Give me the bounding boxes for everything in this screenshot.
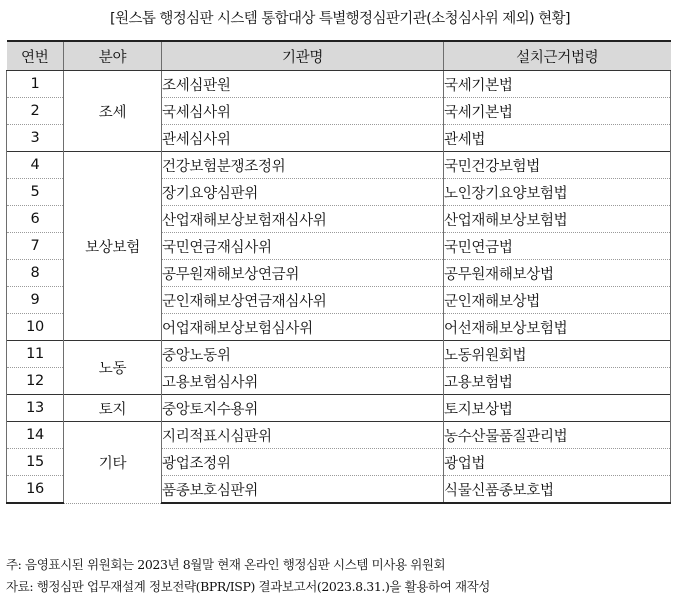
row-org: 국민연금재심사위 xyxy=(162,233,444,260)
row-no: 13 xyxy=(7,395,64,422)
table-title: [원스톱 행정심판 시스템 통합대상 특별행정심판기관(소청심사위 제외) 현황] xyxy=(110,11,570,27)
field-cell-etc: 기타 xyxy=(64,422,162,504)
field-cell-land: 토지 xyxy=(64,395,162,422)
row-law: 농수산물품질관리법 xyxy=(444,422,671,449)
row-no: 8 xyxy=(7,260,64,287)
row-law: 토지보상법 xyxy=(444,395,671,422)
row-no: 5 xyxy=(7,179,64,206)
header-field: 분야 xyxy=(64,41,162,71)
row-no: 16 xyxy=(7,476,64,504)
row-law: 군인재해보상법 xyxy=(444,287,671,314)
table-row xyxy=(7,395,671,422)
row-org: 중앙노동위 xyxy=(162,341,444,368)
table-row xyxy=(7,71,671,98)
row-no: 6 xyxy=(7,206,64,233)
source-note: 자료: 행정심판 업무재설계 정보전략(BPR/ISP) 결과보고서(2023.8.31.)을 활용하여 재작성 xyxy=(6,579,490,594)
row-law: 관세법 xyxy=(444,125,671,152)
row-law: 국세기본법 xyxy=(444,98,671,125)
row-org: 품종보호심판위 xyxy=(162,476,444,504)
row-law: 국세기본법 xyxy=(444,71,671,98)
row-no: 3 xyxy=(7,125,64,152)
table-row xyxy=(7,152,671,179)
row-org: 국세심사위 xyxy=(162,98,444,125)
row-law: 국민건강보험법 xyxy=(444,152,671,179)
header-org: 기관명 xyxy=(162,41,444,71)
table-row xyxy=(7,341,671,368)
row-no: 7 xyxy=(7,233,64,260)
row-law: 국민연금법 xyxy=(444,233,671,260)
row-law: 어선재해보상보험법 xyxy=(444,314,671,341)
row-no: 14 xyxy=(7,422,64,449)
row-no: 10 xyxy=(7,314,64,341)
row-no: 2 xyxy=(7,98,64,125)
row-org: 중앙토지수용위 xyxy=(162,395,444,422)
row-org: 건강보험분쟁조정위 xyxy=(162,152,444,179)
row-law: 고용보험법 xyxy=(444,368,671,395)
table-row xyxy=(7,422,671,449)
footnote: 주: 음영표시된 위원회는 2023년 8월말 현재 온라인 행정심판 시스템 미사용 위원회 xyxy=(6,557,446,572)
row-org: 공무원재해보상연금위 xyxy=(162,260,444,287)
row-org: 어업재해보상보험심사위 xyxy=(162,314,444,341)
header-law: 설치근거법령 xyxy=(444,41,671,71)
row-law: 산업재해보상보험법 xyxy=(444,206,671,233)
row-org: 조세심판원 xyxy=(162,71,444,98)
row-no: 9 xyxy=(7,287,64,314)
row-no: 4 xyxy=(7,152,64,179)
header-row xyxy=(7,41,671,71)
row-law: 광업법 xyxy=(444,449,671,476)
table-notes xyxy=(6,554,676,598)
row-org: 지리적표시심판위 xyxy=(162,422,444,449)
field-cell-labor: 노동 xyxy=(64,341,162,395)
row-org: 산업재해보상보험재심사위 xyxy=(162,206,444,233)
field-cell-tax: 조세 xyxy=(64,71,162,152)
field-cell-compensation: 보상보험 xyxy=(64,152,162,341)
header-no: 연번 xyxy=(7,41,64,71)
row-org: 군인재해보상연금재심사위 xyxy=(162,287,444,314)
row-law: 노동위원회법 xyxy=(444,341,671,368)
row-law: 식물신품종보호법 xyxy=(444,476,671,504)
row-org: 광업조정위 xyxy=(162,449,444,476)
row-no: 15 xyxy=(7,449,64,476)
row-law: 노인장기요양보험법 xyxy=(444,179,671,206)
row-no: 1 xyxy=(7,71,64,98)
row-no: 12 xyxy=(7,368,64,395)
row-org: 장기요양심판위 xyxy=(162,179,444,206)
row-org: 고용보험심사위 xyxy=(162,368,444,395)
row-org: 관세심사위 xyxy=(162,125,444,152)
row-no: 11 xyxy=(7,341,64,368)
tribunal-table xyxy=(6,40,671,504)
row-law: 공무원재해보상법 xyxy=(444,260,671,287)
